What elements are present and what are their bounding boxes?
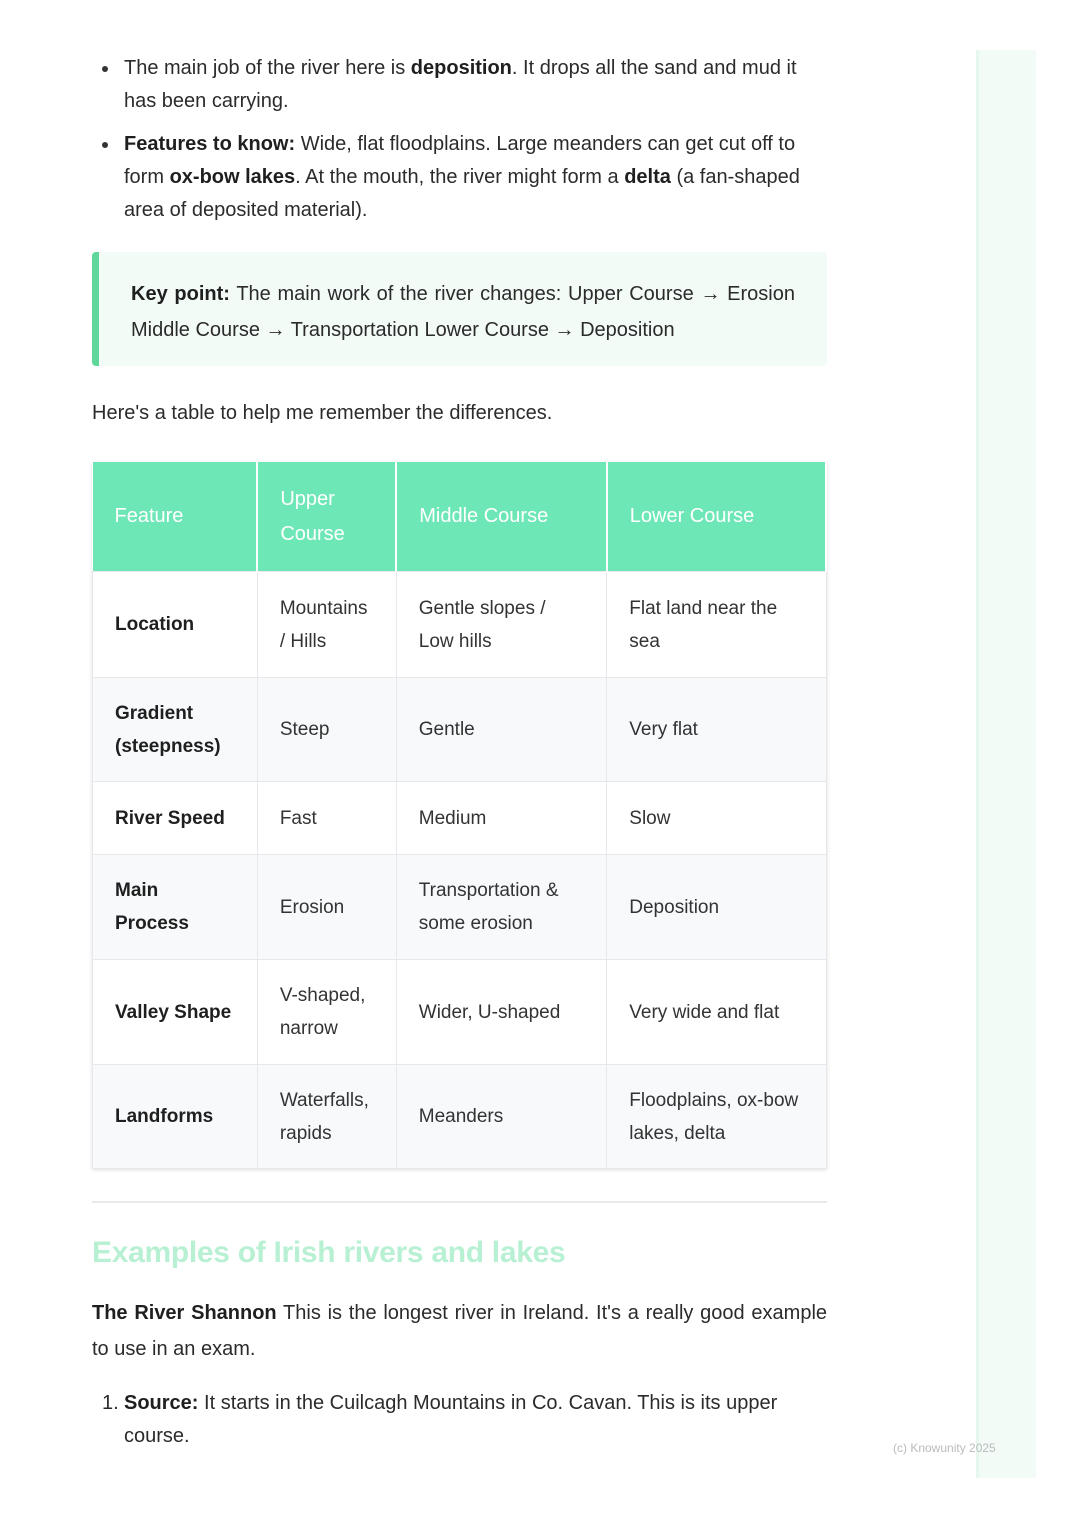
section-title: Examples of Irish rivers and lakes — [92, 1236, 566, 1269]
header-lower-course: Lower Course — [607, 462, 826, 572]
bullet-text: Wide, flat floodplains. Large meanders can get cut off to form — [124, 133, 796, 188]
cell-middle: Meanders — [396, 1065, 607, 1169]
bullet-item — [92, 52, 827, 118]
bullet-bold-text: Features to know: — [124, 133, 296, 155]
table-row — [93, 1065, 827, 1169]
row-feature: Location — [93, 572, 258, 678]
bullet-bold-text: ox-bow lakes — [169, 166, 296, 188]
cell-lower: Slow — [607, 782, 826, 855]
numbered-list — [92, 1387, 827, 1453]
section-divider — [92, 1201, 827, 1203]
cell-middle: Gentle — [396, 678, 607, 782]
list-number: 1. — [102, 1392, 119, 1414]
bullet-text: The main job of the river here is — [124, 57, 411, 79]
header-middle-course: Middle Course — [396, 462, 607, 572]
row-feature: Landforms — [93, 1065, 258, 1169]
key-point-text — [131, 276, 795, 348]
table-header-row — [93, 462, 827, 572]
cell-lower: Flat land near the sea — [607, 572, 826, 678]
cell-lower: Floodplains, ox-bow lakes, delta — [607, 1065, 826, 1169]
key-point-label: Key point: — [131, 283, 230, 305]
list-item-label: Source: — [124, 1392, 199, 1414]
bullet-item — [92, 128, 827, 227]
table-intro: Here's a table to help me remember the differences. — [92, 402, 553, 424]
river-course-table — [92, 462, 827, 1169]
copyright-text: (c) Knowunity 2025 — [893, 1441, 996, 1455]
cell-lower: Very flat — [607, 678, 826, 782]
row-feature: Gradient (steepness) — [93, 678, 258, 782]
key-point-body: The main work of the river changes: Upper Course → Erosion Middle Course → Transportation Lower Course → Deposition — [131, 283, 795, 341]
cell-middle: Medium — [396, 782, 607, 855]
header-feature: Feature — [93, 462, 258, 572]
bullet-list — [92, 52, 827, 237]
cell-middle: Gentle slopes / Low hills — [396, 572, 607, 678]
cell-upper: Mountains / Hills — [257, 572, 396, 678]
cell-upper: Waterfalls, rapids — [257, 1065, 396, 1169]
table-row — [93, 960, 827, 1065]
row-feature: River Speed — [93, 782, 258, 855]
cell-upper: Erosion — [257, 855, 396, 960]
header-upper-course: Upper Course — [257, 462, 396, 572]
table-row — [93, 572, 827, 678]
table-row — [93, 678, 827, 782]
row-feature: Valley Shape — [93, 960, 258, 1065]
row-feature: Main Process — [93, 855, 258, 960]
shannon-text: This is the longest river in Ireland. It's a really good example to use in an exam. — [92, 1302, 828, 1360]
bullet-bold-text: deposition — [410, 57, 512, 79]
cell-middle: Wider, U-shaped — [396, 960, 607, 1065]
bullet-text: . It drops all the sand and mud it has been carrying. — [124, 57, 797, 112]
cell-middle: Transportation & some erosion — [396, 855, 607, 960]
cell-upper: V-shaped, narrow — [257, 960, 396, 1065]
list-item-text: It starts in the Cuilcagh Mountains in Co. Cavan. This is its upper course. — [124, 1392, 778, 1447]
shannon-paragraph — [92, 1295, 827, 1367]
key-point-callout — [92, 252, 827, 366]
table-row — [93, 855, 827, 960]
bullet-bold-text: delta — [624, 166, 671, 188]
cell-upper: Fast — [257, 782, 396, 855]
table-row — [93, 782, 827, 855]
side-strip — [976, 50, 1036, 1478]
cell-upper: Steep — [257, 678, 396, 782]
shannon-name: The River Shannon — [92, 1302, 277, 1324]
cell-lower: Very wide and flat — [607, 960, 826, 1065]
bullet-text: (a fan-shaped area of deposited material). — [124, 166, 800, 221]
bullet-text: . At the mouth, the river might form a — [295, 166, 625, 188]
cell-lower: Deposition — [607, 855, 826, 960]
list-item — [92, 1387, 827, 1453]
